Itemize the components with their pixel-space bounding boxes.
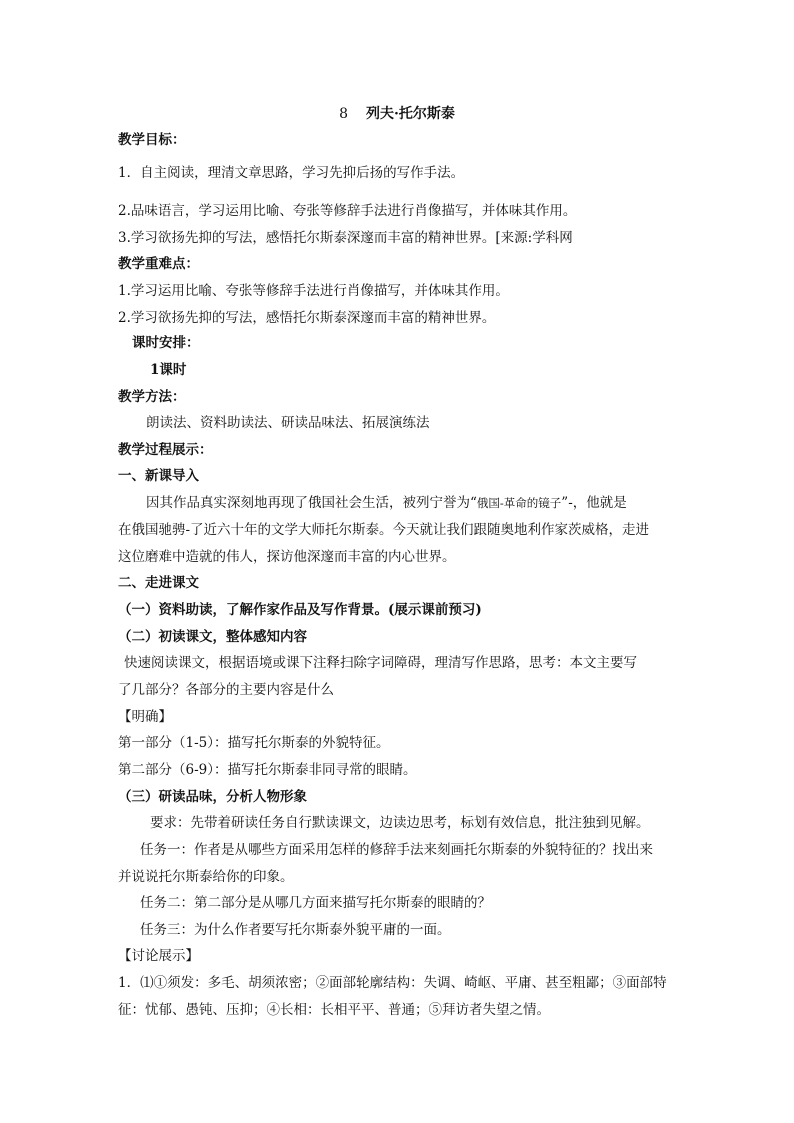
section2-heading: 二、走进课文 xyxy=(118,575,199,591)
answer-1-line-2: 征：忧郁、愚钝、压抑；④长相：长相平平、普通；⑤拜访者失望之情。 xyxy=(118,1002,550,1018)
intro-text-b: ”-，他就是 xyxy=(561,495,627,511)
intro-paragraph-line-1 xyxy=(146,493,694,513)
difficulty-1: 1.学习运用比喻、夸张等修辞手法进行肖像描写，并体味其作用。 xyxy=(118,283,509,299)
lesson-number: 8 xyxy=(339,106,349,122)
read-paragraph-line-1: 快速阅读课文，根据语境或课下注释扫除字词障碍，理清写作思路，思考：本文主要写 xyxy=(124,655,637,671)
read-paragraph-line-2: 了几部分？各部分的主要内容是什么 xyxy=(118,682,334,698)
schedule-value: 1课时 xyxy=(150,362,187,378)
intro-text-a: 因其作品真实深刻地再现了俄国社会生活，被列宁誉为“ xyxy=(146,495,477,511)
part-1: 第一部分（1-5）：描写托尔斯泰的外貌特征。 xyxy=(118,735,390,751)
method-value: 朗读法、资料助读法、研读品味法、拓展演练法 xyxy=(146,415,430,431)
discussion-heading: 【讨论展示】 xyxy=(118,948,199,964)
objective-1: 1．自主阅读，理清文章思路，学习先抑后扬的写作手法。 xyxy=(118,165,465,181)
difficulty-heading: 教学重难点： xyxy=(118,256,199,272)
requirement: 要求：先带着研读任务自行默读课文，边读边思考，标划有效信息，批注独到见解。 xyxy=(150,815,650,831)
method-heading: 教学方法： xyxy=(118,389,186,405)
lesson-title: 列夫·托尔斯泰 xyxy=(366,106,455,122)
intro-quote: 俄国-革命的镜子 xyxy=(476,496,562,510)
process-heading: 教学过程展示： xyxy=(118,442,213,458)
subsection-2: （二）初读课文，整体感知内容 xyxy=(118,629,307,645)
intro-paragraph-line-3: 这位磨难中造就的伟人，探访他深邃而丰富的内心世界。 xyxy=(118,549,456,565)
objective-2: 2.品味语言，学习运用比喻、夸张等修辞手法进行肖像描写，并体味其作用。 xyxy=(118,203,577,219)
task-2: 任务二：第二部分是从哪几方面来描写托尔斯泰的眼睛的？ xyxy=(140,895,491,911)
section1-heading: 一、新课导入 xyxy=(118,468,199,484)
task-1-line-2: 并说说托尔斯泰给你的印象。 xyxy=(118,869,294,885)
task-1-line-1: 任务一：作者是从哪些方面采用怎样的修辞手法来刻画托尔斯泰的外貌特征的？找出来 xyxy=(140,842,653,858)
part-2: 第二部分（6-9）：描写托尔斯泰非同寻常的眼睛。 xyxy=(118,762,417,778)
difficulty-2: 2.学习欲扬先抑的写法，感悟托尔斯泰深邃而丰富的精神世界。 xyxy=(118,310,496,326)
schedule-heading: 课时安排： xyxy=(132,335,200,351)
objective-3: 3.学习欲扬先抑的写法，感悟托尔斯泰深邃而丰富的精神世界。[来源:学科网 xyxy=(118,230,573,246)
subsection-1: （一）资料助读，了解作家作品及写作背景。(展示课前预习) xyxy=(118,602,482,618)
document-title xyxy=(0,104,794,124)
objectives-heading: 教学目标： xyxy=(118,132,186,148)
intro-paragraph-line-2: 在俄国驰骋-了近六十年的文学大师托尔斯泰。今天就让我们跟随奥地利作家茨威格，走进 xyxy=(118,522,650,538)
clarify-heading: 【明确】 xyxy=(118,709,172,725)
answer-1-line-1: 1．⑴①须发：多毛、胡须浓密；②面部轮廓结构：失调、崎岖、平庸、甚至粗鄙；③面部特 xyxy=(118,975,667,991)
subsection-3: （三）研读品味，分析人物形象 xyxy=(118,789,307,805)
task-3: 任务三：为什么作者要写托尔斯泰外貌平庸的一面。 xyxy=(140,922,451,938)
